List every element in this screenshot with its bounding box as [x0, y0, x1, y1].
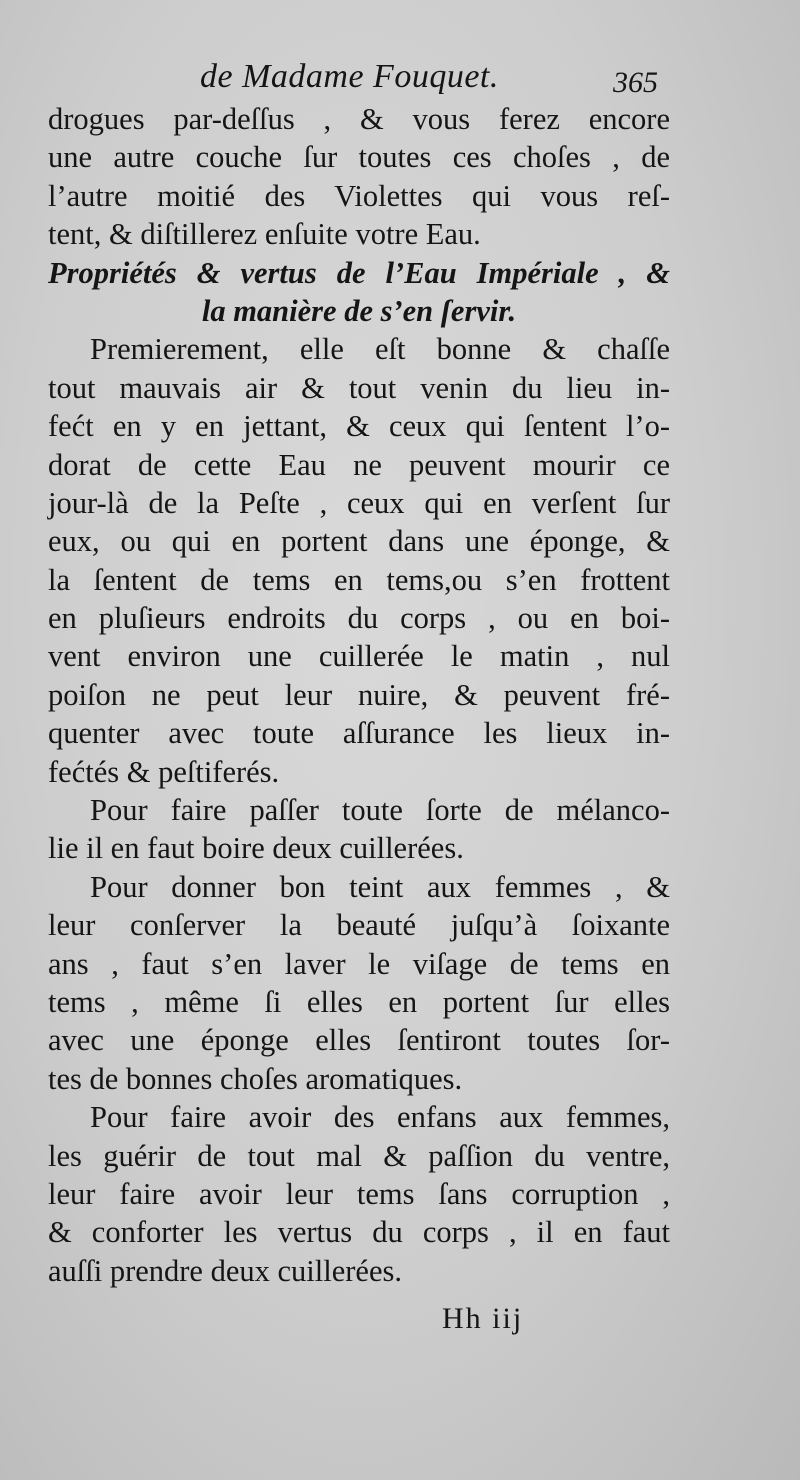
text-line: les guérir de tout mal & paſſion du ventre, [48, 1138, 670, 1173]
paragraph [48, 1098, 670, 1290]
text-line: tout mauvais air & tout venin du lieu in- [48, 370, 670, 405]
section-heading [48, 254, 670, 331]
running-head [200, 58, 670, 102]
paragraph [48, 868, 670, 1098]
text-line: l’autre moitié des Violettes qui vous reſ- [48, 178, 670, 213]
text-line: dorat de cette Eau ne peuvent mourir ce [48, 447, 670, 482]
text-line: lie il en faut boire deux cuillerées. [48, 831, 464, 866]
text-line: Pour faire paſſer toute ſorte de mélanco- [90, 793, 670, 828]
paragraph [48, 791, 670, 868]
page-number: 365 [613, 66, 658, 99]
text-line: eux, ou qui en portent dans une éponge, & [48, 524, 670, 559]
text-line: la ſentent de tems en tems,ou s’en frottent [48, 562, 670, 597]
running-title: de Madame Fouquet. [200, 58, 499, 95]
text-line: auſſi prendre deux cuillerées. [48, 1253, 402, 1288]
text-line: & conforter les vertus du corps , il en faut [48, 1215, 670, 1250]
heading-line: la manière de s’en ſervir. [201, 293, 517, 328]
text-line: fećtés & peſtiferés. [48, 754, 280, 789]
text-line: avec une éponge elles ſentiront toutes ſor- [48, 1023, 670, 1058]
text-line: tes de bonnes choſes aromatiques. [48, 1061, 463, 1096]
text-line: Premierement, elle eſt bonne & chaſſe [90, 332, 670, 367]
text-line: quenter avec toute aſſurance les lieux in- [48, 716, 670, 751]
heading-line: Propriétés & vertus de l’Eau Impériale , & [48, 255, 670, 290]
paragraph [48, 330, 670, 791]
text-line: leur conſerver la beauté juſqu’à ſoixante [48, 908, 670, 943]
text-line: Pour donner bon teint aux femmes , & [90, 869, 670, 904]
paragraph-continued [48, 100, 670, 254]
text-line: drogues par-deſſus , & vous ferez encore [48, 102, 670, 136]
text-line: ans , faut s’en laver le viſage de tems en [48, 946, 670, 981]
text-line: fećt en y en jettant, & ceux qui ſentent l’o- [48, 409, 670, 444]
text-line: tems , même ſi elles en portent ſur elles [48, 984, 670, 1019]
text-line: en pluſieurs endroits du corps , ou en boi- [48, 601, 670, 636]
text-line: jour-là de la Peſte , ceux qui en verſent ſur [48, 485, 670, 520]
text-line: tent, & diſtillerez enſuite votre Eau. [48, 217, 481, 252]
text-line: poiſon ne peut leur nuire, & peuvent fré- [48, 677, 670, 712]
text-line: Pour faire avoir des enfans aux femmes, [90, 1100, 670, 1135]
text-block [48, 100, 670, 1290]
text-line: vent environ une cuillerée le matin , nul [48, 639, 670, 674]
text-line: une autre couche ſur toutes ces choſes , de [48, 140, 670, 175]
signature-mark: Hh iij [442, 1302, 524, 1335]
text-line: leur faire avoir leur tems ſans corruption , [48, 1176, 670, 1211]
